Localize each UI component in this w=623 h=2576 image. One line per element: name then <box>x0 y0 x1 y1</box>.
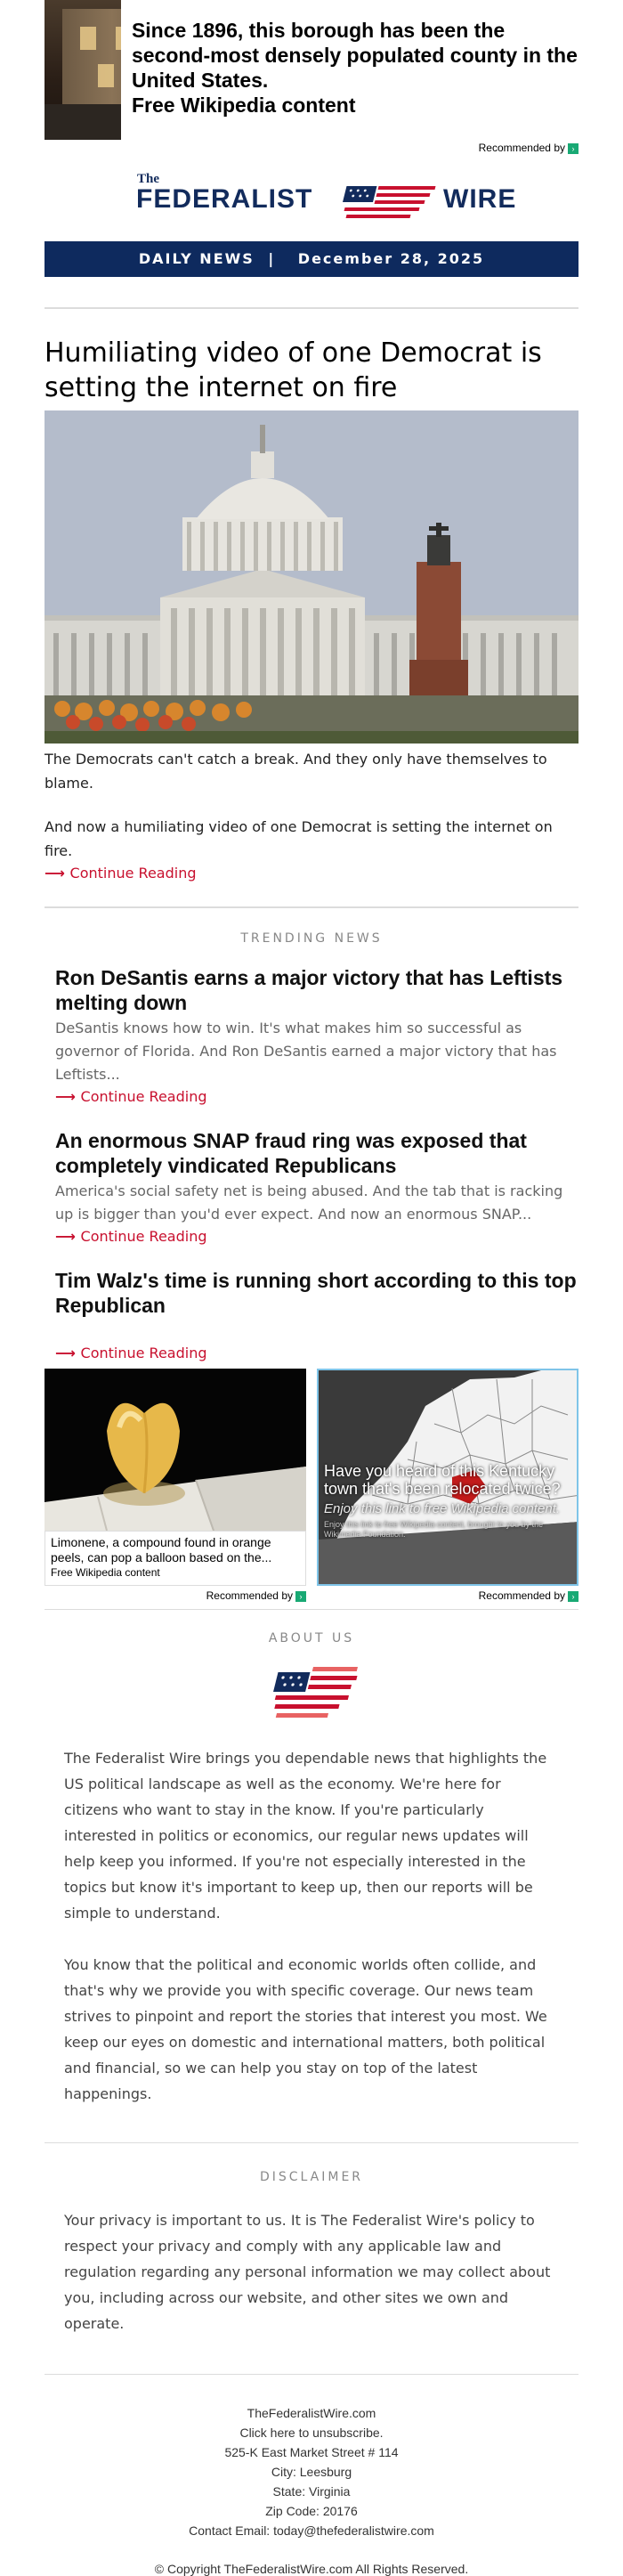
lead-paragraph-2: And now a humiliating video of one Democrat is setting the internet on fire. <box>44 818 553 859</box>
recommended-by[interactable] <box>44 1589 306 1605</box>
continue-reading-link[interactable] <box>55 1345 207 1361</box>
content-column <box>44 0 578 2576</box>
about-paragraph-1: The Federalist Wire brings you dependable news that highlights the US political landscape as well as the economy. We're here for citizens who want to stay in the know. If you're particularly interested in politics or economics, our regular news updates will help keep you informed. If you're not especially interested in the topics but know it's important to keep up, then our reports will be simple to understand. <box>64 1750 547 1922</box>
ad-thumbnail[interactable] <box>44 0 121 140</box>
ad-card-limonene[interactable] <box>44 1369 306 1586</box>
footer-state: State: Virginia <box>272 2484 351 2499</box>
trending-headline[interactable]: Tim Walz's time is running short according to this top Republican <box>55 1269 577 1317</box>
ad-caption-text[interactable]: Limonene, a compound found in orange peels, can pop a balloon based on the... <box>51 1535 272 1564</box>
trending-news-title: TRENDING NEWS <box>240 931 383 946</box>
trending-item <box>44 965 578 1105</box>
divider <box>44 1609 578 1610</box>
logo-word-wire: WIRE <box>443 184 517 214</box>
footer-address: 525-K East Market Street # 114 <box>224 2445 399 2459</box>
recommended-by[interactable] <box>317 1589 578 1605</box>
recommended-label: Recommended by <box>206 1589 293 1602</box>
continue-reading-link[interactable] <box>44 865 197 882</box>
continue-reading-link[interactable] <box>55 1228 207 1245</box>
recommended-label: Recommended by <box>478 1589 565 1602</box>
ad-subtitle: Enjoy this link to free Wikipedia content. <box>324 1501 560 1516</box>
divider <box>44 2142 578 2143</box>
arrow-right-icon: ⟶ <box>55 1088 81 1105</box>
footer-zip: Zip Code: 20176 <box>265 2504 358 2518</box>
disclaimer-text <box>44 2207 578 2336</box>
top-ad[interactable] <box>44 0 578 140</box>
arrow-right-icon: ⟶ <box>55 1228 81 1245</box>
arrow-right-icon: ⟶ <box>55 1345 81 1361</box>
ad-headline[interactable]: Have you heard of this Kentucky town that's been relocated twice? <box>324 1462 561 1498</box>
about-paragraph-2: You know that the political and economic worlds often collide, and that's why we provide you with specific coverage. Our news team strives to pinpoint and report the stories that interest you most. We keep our eyes on domestic and international matters, both political and financial, so we can help you stay on top of the latest happenings. <box>64 1956 547 2102</box>
continue-reading-label: Continue Reading <box>80 1345 207 1361</box>
ad-text[interactable] <box>121 0 578 140</box>
footer-city: City: Leesburg <box>271 2465 352 2479</box>
site-logo[interactable] <box>44 172 578 234</box>
copyright: © Copyright TheFederalistWire.com All Rights Reserved. <box>154 2562 469 2576</box>
date-banner <box>44 241 578 277</box>
sponsored-ads <box>44 1369 578 1586</box>
trending-excerpt <box>55 1320 578 1343</box>
ad-source: Free Wikipedia content <box>51 1566 160 1579</box>
trending-excerpt: America's social safety net is being abused. And the tab that is racking up is bigger than you'd ever expect. And now an enormous SNAP... <box>55 1182 563 1223</box>
about-us-title: ABOUT US <box>268 1631 355 1646</box>
footer-site-link[interactable]: TheFederalistWire.com <box>247 2406 376 2420</box>
flag-icon <box>336 181 441 223</box>
trending-excerpt: DeSantis knows how to win. It's what makes him so successful as governor of Florida. And Ron DeSantis earned a major victory that has Leftists... <box>55 1020 557 1083</box>
lead-paragraph-1: The Democrats can't catch a break. And they only have themselves to blame. <box>44 751 547 792</box>
ad-overlay[interactable] <box>324 1462 571 1540</box>
ad-source: Free Wikipedia content <box>131 93 356 117</box>
about-text <box>44 1745 578 2107</box>
trending-headline[interactable]: An enormous SNAP fraud ring was exposed that completely vindicated Republicans <box>55 1129 527 1177</box>
divider <box>44 906 578 908</box>
kentucky-map-image[interactable] <box>317 1369 578 1586</box>
logo-word-federalist: FEDERALIST <box>136 184 313 214</box>
banner-label: DAILY NEWS <box>138 250 255 267</box>
ad-caption[interactable] <box>44 1531 306 1586</box>
unsubscribe-link[interactable]: Click here to unsubscribe. <box>239 2426 384 2440</box>
banner-separator: | <box>268 250 276 267</box>
recommended-label: Recommended by <box>478 142 565 154</box>
banner-date: December 28, 2025 <box>297 250 485 267</box>
trending-item <box>44 1128 578 1245</box>
capitol-hero-image[interactable] <box>44 410 578 744</box>
footer-email[interactable]: Contact Email: today@thefederalistwire.com <box>189 2523 434 2538</box>
continue-reading-link[interactable] <box>55 1088 207 1105</box>
continue-reading-label: Continue Reading <box>80 1228 207 1245</box>
divider <box>44 2374 578 2375</box>
ad-headline[interactable]: Since 1896, this borough has been the second-most densely populated county in the United States. <box>131 19 578 92</box>
recommended-logo-icon: › <box>295 1591 306 1602</box>
flag-emblem-icon <box>258 1660 365 1731</box>
continue-reading-label: Continue Reading <box>69 865 197 882</box>
main-headline[interactable]: Humiliating video of one Democrat is setting the internet on fire <box>44 337 542 403</box>
arrow-right-icon: ⟶ <box>44 865 70 882</box>
recommended-logo-icon: › <box>568 143 578 154</box>
footer <box>44 2403 578 2540</box>
divider <box>44 307 578 309</box>
recommended-row <box>44 1589 578 1605</box>
continue-reading-label: Continue Reading <box>80 1088 207 1105</box>
recommended-by[interactable] <box>44 142 578 158</box>
recommended-logo-icon: › <box>568 1591 578 1602</box>
disclaimer-paragraph: Your privacy is important to us. It is The Federalist Wire's policy to respect your privacy and comply with any applicable law and regulation regarding any personal information we may collect about you, including across our website, and other sites we own and operate. <box>64 2212 551 2332</box>
ad-card-kentucky[interactable] <box>317 1369 578 1586</box>
disclaimer-title: DISCLAIMER <box>259 2170 364 2184</box>
balloon-image[interactable] <box>44 1369 306 1531</box>
ad-fineprint: Enjoy this link to free Wikipedia content, brought to you by the Wikimedia Foundation. <box>324 1520 544 1539</box>
logo-the: The <box>137 172 160 186</box>
trending-headline[interactable]: Ron DeSantis earns a major victory that has Leftists melting down <box>55 966 563 1014</box>
trending-item <box>44 1268 578 1361</box>
